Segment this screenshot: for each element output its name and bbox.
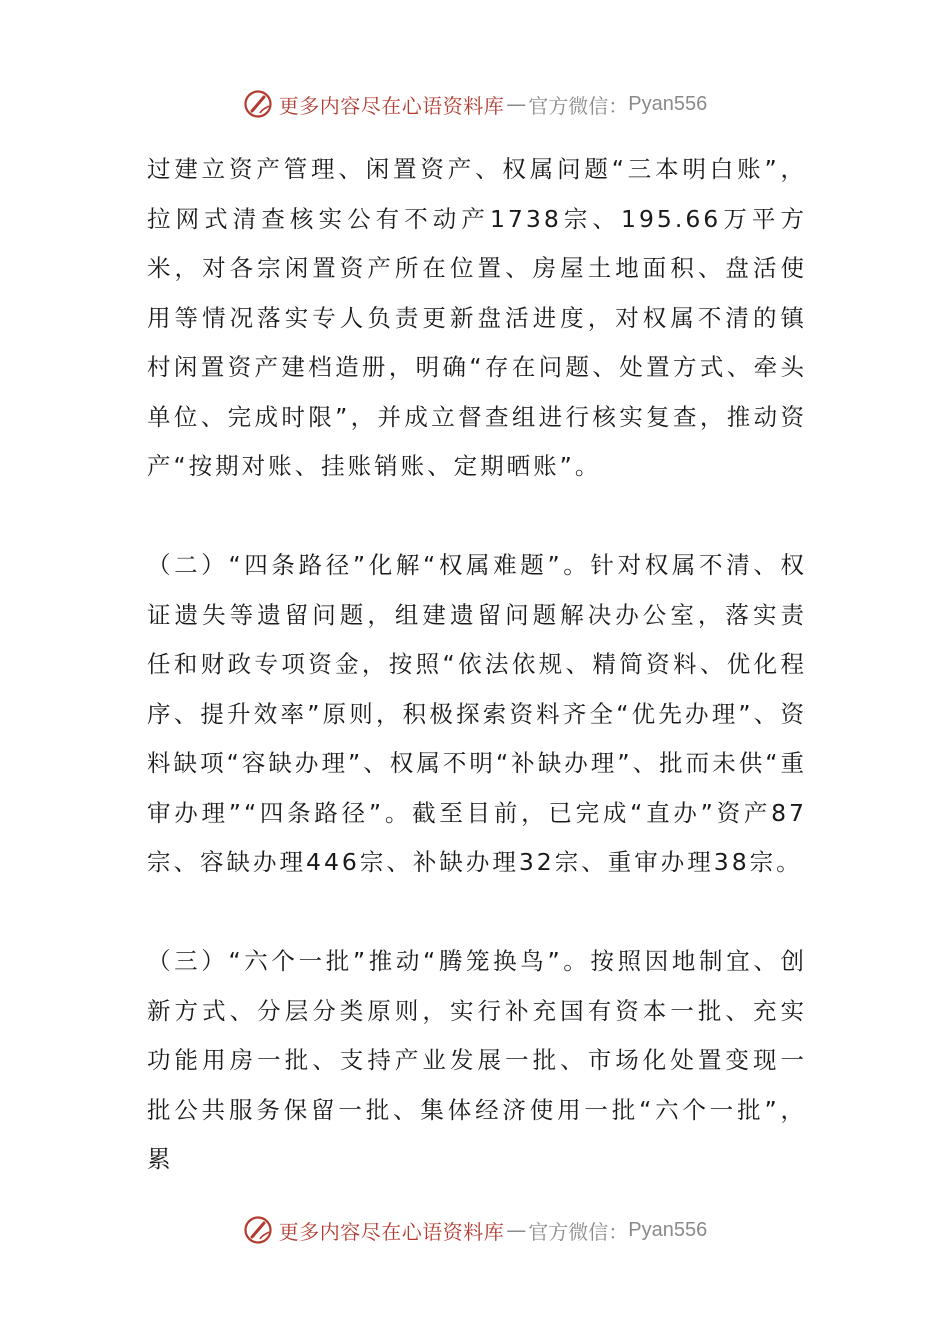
banner-wechat-label: 官方微信： — [528, 93, 629, 118]
paragraph-asset-accounts: 过建立资产管理、闲置资产、权属问题“三本明白账”，拉网式清查核实公有不动产1738宗、195.66万平方米，对各宗闲置资产所在位置、房屋土地面积、盘活使用等情况落实专人负责更新盘活进度，对权属不清的镇村闲置资产建档造册，明确“存在问题、处置方式、牵头单位、完成时限”，并成立督查组进行核实复查，推动资产“按期对账、挂账销账、定期晒账”。 — [147, 155, 807, 480]
banner-slogan: 更多内容尽在心语资料库 — [278, 93, 505, 118]
paragraph-four-paths: （二）“四条路径”化解“权属难题”。针对权属不清、权证遗失等遗留问题，组建遗留问题解决办公室，落实责任和财政专项资金，按照“依法依规、精简资料、优化程序、提升效率”原则，积极探索资料齐全“优先办理”、资料缺项“容缺办理”、权属不明“补缺办理”、批而未供“重审办理”“四条路径”。截至目前，已完成“直办”资产87宗、容缺办理446宗、补缺办理32宗、重审办理38宗。 — [147, 551, 807, 876]
banner-wechat-label: 官方微信： — [528, 1219, 629, 1244]
pen-logo-icon — [243, 89, 273, 119]
pen-logo-icon — [243, 1215, 273, 1245]
banner-separator: — — [506, 92, 527, 116]
banner-wechat-id: Pyan556 — [628, 1218, 708, 1241]
banner-slogan: 更多内容尽在心语资料库 — [278, 1219, 505, 1244]
document-body — [147, 145, 807, 1185]
footer-banner — [0, 1210, 950, 1250]
banner-separator: — — [506, 1218, 527, 1242]
banner-wechat-id: Pyan556 — [628, 92, 708, 115]
header-banner — [0, 84, 950, 124]
paragraph-six-batches: （三）“六个一批”推动“腾笼换鸟”。按照因地制宜、创新方式、分层分类原则，实行补充国有资本一批、充实功能用房一批、支持产业发展一批、市场化处置变现一批公共服务保留一批、集体经济使用一批“六个一批”，累 — [147, 947, 807, 1173]
